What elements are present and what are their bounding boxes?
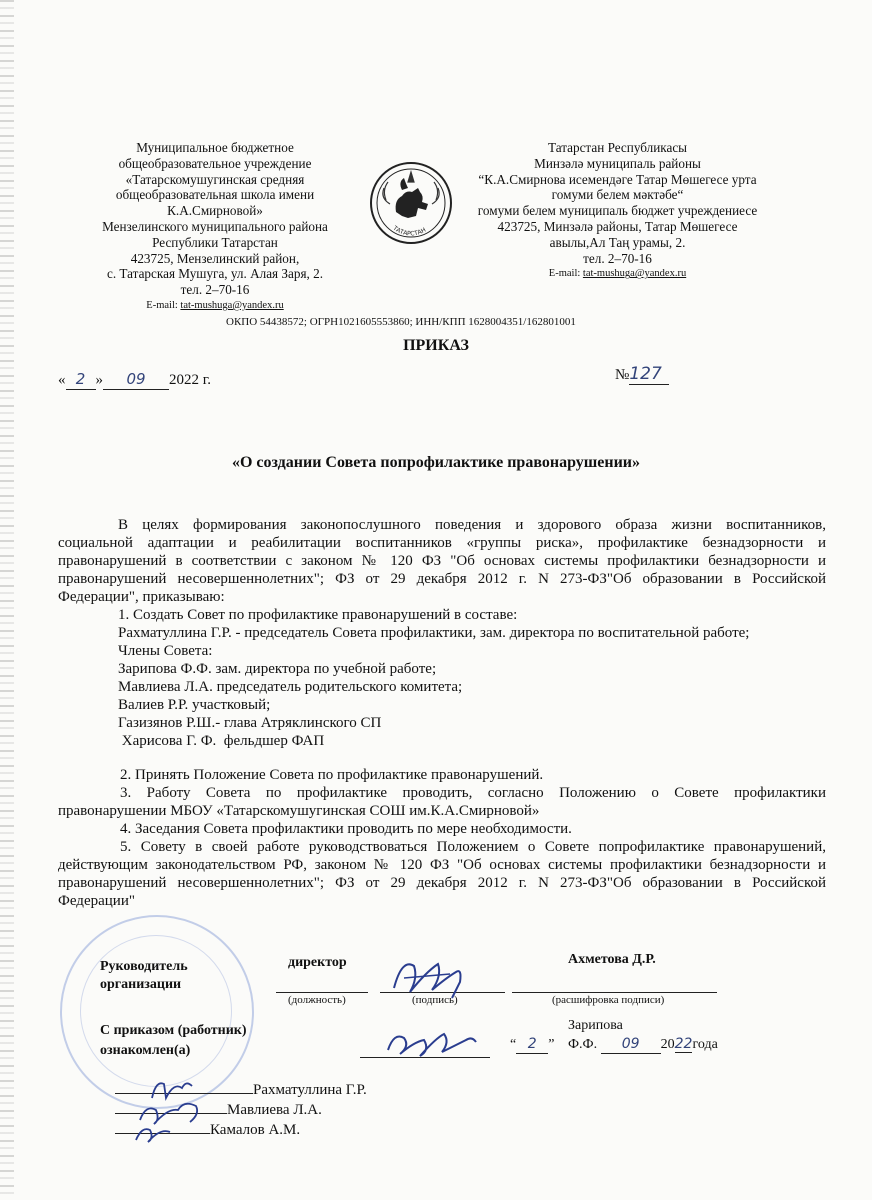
name-line bbox=[512, 992, 717, 993]
tatarstan-emblem bbox=[368, 160, 454, 246]
item-5-cont: действующим законодательством РФ, законом № 120 ФЗ "Об основах системы профилактики безнадзорности и bbox=[58, 857, 826, 873]
number-label: № bbox=[615, 367, 630, 383]
acquaint-quote-open: “ bbox=[510, 1037, 517, 1052]
acquaint-quote-close: ” bbox=[548, 1037, 555, 1052]
email-label: E-mail: bbox=[146, 299, 181, 311]
header-right-line: тел. 2–70-16 bbox=[583, 250, 652, 266]
date-day-field bbox=[66, 370, 96, 390]
email-label: E-mail: bbox=[548, 268, 583, 280]
org-label-line: организации bbox=[100, 977, 182, 992]
acquaint-day: 2 bbox=[527, 1036, 537, 1052]
header-left-line: «Татарскомушугинская средняя bbox=[125, 171, 305, 187]
order-date bbox=[58, 370, 211, 390]
header-left-line: Мензелинского муниципального района bbox=[102, 218, 328, 234]
item-1: 1. Создать Совет по профилактике правонарушений в составе: bbox=[118, 607, 518, 623]
item-4: 4. Заседания Совета профилактики проводить по мере необходимости. bbox=[120, 821, 572, 837]
number-value: 127 bbox=[629, 364, 662, 384]
member: Мавлиева Л.А. председатель родительского комитета; bbox=[118, 679, 463, 695]
council-chair: Рахматуллина Г.Р. - председатель Совета профилактики, зам. директора по воспитательной работе; bbox=[118, 625, 750, 641]
acquainted-name: Рахматуллина Г.Р. bbox=[253, 1082, 367, 1098]
okpo-line: ОКПО 54438572; ОГРН1021605553860; ИНН/КПП 1628004351/162801001 bbox=[226, 316, 576, 328]
date-year: 2022 г. bbox=[169, 372, 211, 388]
date-day: 2 bbox=[75, 370, 86, 388]
acquaint-name-row bbox=[568, 1036, 718, 1054]
header-right-line: гомуми белем мәктәбе“ bbox=[551, 187, 684, 203]
order-body bbox=[58, 516, 826, 910]
order-number bbox=[615, 364, 669, 385]
position-line bbox=[276, 992, 368, 993]
header-left-line: К.А.Смирновой» bbox=[167, 203, 263, 219]
caption-position: (должность) bbox=[288, 994, 346, 1006]
item-2: 2. Принять Положение Совета по профилактике правонарушений. bbox=[120, 767, 544, 783]
header-left-line: 423725, Мензелинский район, bbox=[130, 250, 300, 266]
scan-edge-noise bbox=[0, 0, 14, 1200]
acquaint-date bbox=[510, 1036, 554, 1054]
acquaint-year-suffix: года bbox=[692, 1037, 718, 1052]
caption-signature: (подпись) bbox=[412, 994, 458, 1006]
item-5: 5. Совету в своей работе руководствоваться Положением о Совете попрофилактике правонарушений, bbox=[120, 839, 826, 855]
header-right-line: 423725, Минзәлә районы, Татар Мөшегесе bbox=[497, 218, 738, 234]
item-5-cont: правонарушений несовершеннолетних"; ФЗ от 29 декабря 2012 г. N 273-ФЗ"Об образовании в Российской bbox=[58, 875, 826, 891]
position-value: директор bbox=[288, 955, 347, 970]
director-signature bbox=[380, 948, 490, 1006]
intro-line: правонарушений несовершеннолетних"; ФЗ от 29 декабря 2012 г. N 273-ФЗ"Об образовании в Российской bbox=[58, 571, 826, 587]
member: Газизянов Р.Ш.- глава Атряклинского СП bbox=[118, 715, 382, 731]
header-right-line: Минзәлә муниципаль районы bbox=[534, 155, 701, 171]
org-label-line: Руководитель bbox=[100, 959, 188, 974]
emblem-icon bbox=[368, 160, 454, 246]
item-3: 3. Работу Совета по профилактике проводить, согласно Положению о Совете профилактики bbox=[120, 785, 826, 801]
date-close-quote: » bbox=[95, 372, 103, 388]
number-field bbox=[629, 364, 669, 385]
header-left-line: тел. 2–70-16 bbox=[180, 282, 250, 298]
acquaint-year-hand: 22 bbox=[674, 1036, 693, 1052]
header-right-line: Татарстан Республикасы bbox=[547, 140, 688, 155]
date-month-field bbox=[103, 370, 169, 390]
header-right bbox=[460, 140, 775, 282]
acquainted-name: Мавлиева Л.А. bbox=[227, 1102, 322, 1118]
header-left-line: Республики Татарстан bbox=[152, 234, 278, 250]
document-title: ПРИКАЗ bbox=[403, 337, 469, 354]
acquaint-label bbox=[100, 1021, 247, 1061]
acquaint-month: 09 bbox=[621, 1036, 640, 1052]
acquaint-year-prefix: 20 bbox=[660, 1037, 675, 1052]
members-label: Члены Совета: bbox=[118, 643, 213, 659]
acquaint-month-field bbox=[601, 1036, 661, 1054]
member: Зарипова Ф.Ф. зам. директора по учебной работе; bbox=[118, 661, 437, 677]
member: Харисова Г. Ф. фельдшер ФАП bbox=[118, 733, 325, 749]
header-left-email-line bbox=[70, 298, 360, 314]
header-left-line: с. Татарская Мушуга, ул. Алая Заря, 2. bbox=[106, 266, 324, 282]
order-subject: «О создании Совета попрофилактике правонарушении» bbox=[231, 454, 641, 471]
item-3-cont: правонарушении МБОУ «Татарскомушугинская СОШ им.К.А.Смирновой» bbox=[58, 803, 540, 819]
acquaint-day-field bbox=[516, 1036, 548, 1054]
signer-name: Ахметова Д.Р. bbox=[568, 952, 656, 967]
header-right-line: гомуми белем муниципаль бюджет учреждениесе bbox=[477, 203, 758, 219]
acquaint-label-line: С приказом (работник) bbox=[100, 1023, 247, 1038]
header-right-line: “К.А.Смирнова исемендәге Татар Мөшегесе урта bbox=[478, 171, 757, 187]
email-link[interactable]: tat-mushuga@yandex.ru bbox=[180, 299, 284, 311]
date-open-quote: « bbox=[58, 372, 66, 388]
zaripova-signature bbox=[380, 1020, 490, 1065]
member: Валиев Р.Р. участковый; bbox=[118, 697, 271, 713]
header-left bbox=[70, 140, 360, 314]
header-right-email-line bbox=[460, 266, 775, 282]
intro-line: В целях формирования законопослушного поведения и здорового образа жизни воспитанников, bbox=[118, 517, 826, 533]
date-month: 09 bbox=[126, 370, 146, 388]
caption-name: (расшифровка подписи) bbox=[552, 994, 665, 1006]
acquaint-label-line: ознакомлен(а) bbox=[100, 1043, 191, 1058]
intro-line: социальной адаптации и реабилитации воспитанников «группы риска», профилактике безнадзорности и bbox=[58, 535, 826, 551]
header-left-line: общеобразовательная школа имени bbox=[115, 187, 315, 203]
header-right-line: авылы,Ал Таң урамы, 2. bbox=[549, 234, 686, 250]
handwritten-signatures bbox=[130, 1070, 220, 1150]
email-link[interactable]: tat-mushuga@yandex.ru bbox=[582, 268, 687, 280]
acquaint-name-bottom: Ф.Ф. bbox=[568, 1037, 598, 1052]
intro-line: правонарушений в соответствии с законом № 120 ФЗ "Об основах системы профилактики безнадзорности и bbox=[58, 553, 826, 569]
header-left-line: общеобразовательное учреждение bbox=[118, 155, 312, 171]
spacer bbox=[58, 750, 826, 766]
header-left-line: Муниципальное бюджетное bbox=[136, 140, 294, 155]
intro-line: Федерации", приказываю: bbox=[58, 589, 225, 605]
acquainted-name: Камалов А.М. bbox=[210, 1122, 301, 1138]
item-5-cont: Федерации" bbox=[58, 893, 135, 909]
org-head-label bbox=[100, 958, 188, 994]
emblem-text: ТАТАРСТАН bbox=[391, 224, 428, 238]
acquaint-name-top: Зарипова bbox=[568, 1018, 623, 1033]
